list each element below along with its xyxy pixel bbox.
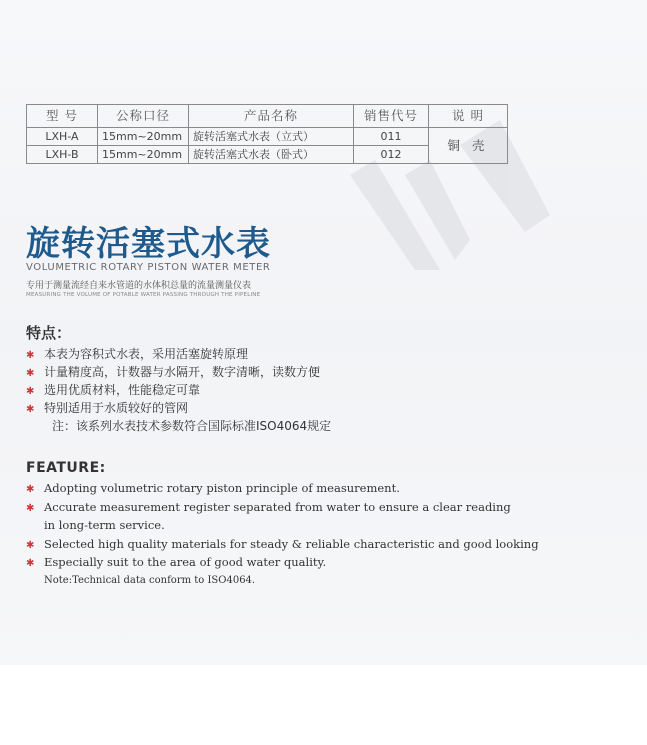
asterisk-bullet-icon: ✱ (26, 404, 35, 415)
cell-code: 011 (354, 128, 429, 146)
header-note: 说 明 (429, 105, 508, 128)
asterisk-bullet-icon: ✱ (26, 502, 35, 514)
page-title: 旋转活塞式水表 (26, 224, 271, 264)
features-en-list (26, 479, 539, 590)
header-code: 销售代号 (354, 105, 429, 128)
features-cn-list (26, 345, 331, 435)
cell-diameter: 15mm~20mm (98, 146, 189, 164)
list-item (26, 399, 331, 417)
cell-note: 铜 壳 (429, 128, 508, 164)
list-item (26, 535, 539, 554)
header-name: 产品名称 (189, 105, 354, 128)
header-model: 型 号 (27, 105, 98, 128)
cell-model: LXH-B (27, 146, 98, 164)
table-row (27, 128, 508, 146)
page-title-english: VOLUMETRIC ROTARY PISTON WATER METER (26, 262, 271, 273)
list-item-continuation: in long-term service. (44, 518, 165, 532)
list-item-text: 特别适用于水质较好的管网 (44, 401, 189, 415)
spec-table-header (27, 105, 508, 128)
cell-name: 旋转活塞式水表（卧式） (189, 146, 354, 164)
list-item-text: Selected high quality materials for steady & reliable characteristic and good looking (44, 536, 539, 551)
cell-code: 012 (354, 146, 429, 164)
cell-name: 旋转活塞式水表（立式） (189, 128, 354, 146)
asterisk-bullet-icon: ✱ (26, 368, 35, 379)
asterisk-bullet-icon: ✱ (26, 539, 35, 551)
list-item-text: Accurate measurement register separated from water to ensure a clear reading (44, 499, 511, 514)
list-item (26, 498, 539, 517)
subtitle-english: MEASURING THE VOLUME OF POTABLE WATER PASSING THROUGH THE PIPELINE (26, 292, 261, 298)
asterisk-bullet-icon: ✱ (26, 558, 35, 569)
features-cn-note: 注：该系列水表技术参数符合国际标准ISO4064规定 (52, 419, 332, 433)
list-item-text: 本表为容积式水表，采用活塞旋转原理 (44, 347, 249, 361)
cell-diameter: 15mm~20mm (98, 128, 189, 146)
features-cn-heading: 特点： (26, 324, 72, 342)
asterisk-bullet-icon: ✱ (26, 350, 35, 361)
list-item-text: Adopting volumetric rotary piston principle of measurement. (44, 481, 400, 495)
cell-model: LXH-A (27, 128, 98, 146)
list-item (26, 345, 331, 363)
spec-table (26, 104, 508, 164)
features-en-heading: FEATURE: (26, 460, 106, 476)
list-item (26, 381, 331, 399)
list-item (26, 479, 539, 498)
list-item-text: 计量精度高，计数器与水隔开，数字清晰，读数方便 (44, 365, 321, 379)
list-item-text: Especially suit to the area of good water quality. (44, 555, 327, 569)
features-en-note: Note:Technical data conform to ISO4064. (44, 574, 256, 586)
header-diameter: 公称口径 (98, 105, 189, 128)
subtitle-chinese: 专用于测量流经自来水管道的水体积总量的流量测量仪表 (26, 281, 252, 291)
list-item (26, 363, 331, 381)
list-item (26, 553, 539, 572)
list-item-text: 选用优质材料，性能稳定可靠 (44, 383, 201, 397)
asterisk-bullet-icon: ✱ (26, 484, 35, 495)
asterisk-bullet-icon: ✱ (26, 386, 35, 397)
